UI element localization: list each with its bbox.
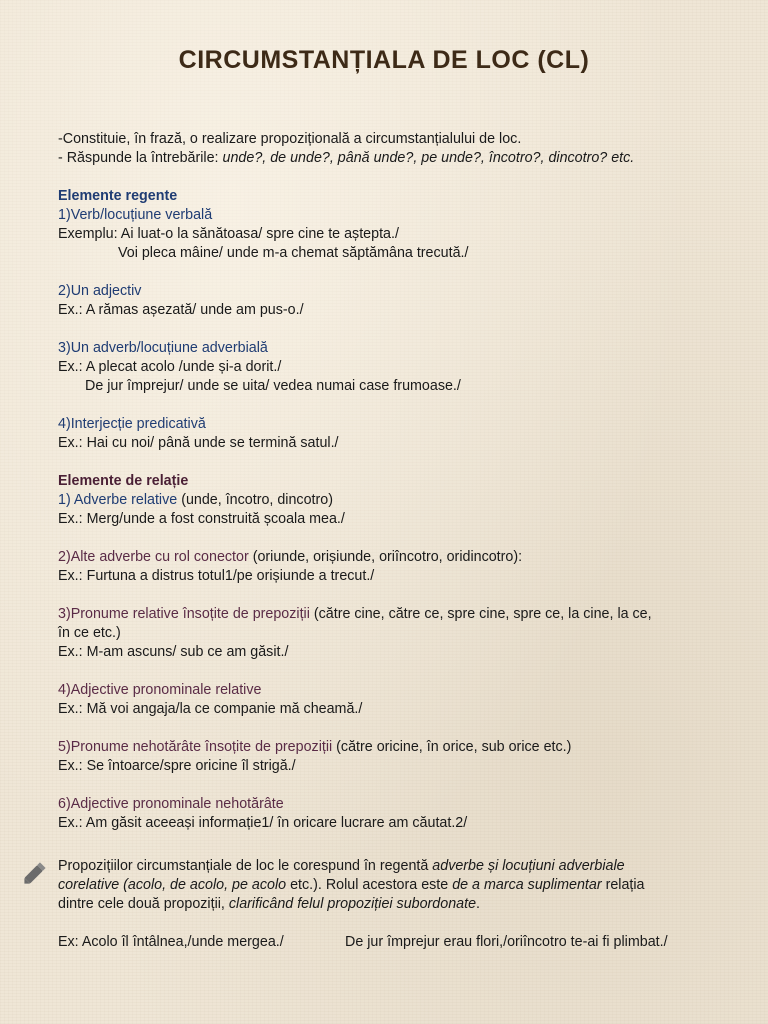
regente-4-title: 4)Interjecție predicativă [58, 416, 206, 432]
note-example-2: De jur împrejur erau flori,/oriîncotro te-ai fi plimbat./ [345, 934, 668, 950]
regente-4-example: Ex.: Hai cu noi/ până unde se termină satul./ [58, 435, 339, 451]
relatie-4-example: Ex.: Mă voi angaja/la ce companie mă cheamă./ [58, 701, 363, 717]
relatie-3-title-continued: în ce etc.) [58, 625, 121, 641]
page-title: CIRCUMSTANȚIALA DE LOC (CL) [178, 46, 590, 74]
relatie-3-example: Ex.: M-am ascuns/ sub ce am găsit./ [58, 644, 289, 660]
pencil-icon [20, 858, 50, 888]
note-line-3: dintre cele două propoziții, clarificând felul propoziției subordonate. [58, 896, 481, 912]
regente-3-example-1: Ex.: A plecat acolo /unde și-a dorit./ [58, 359, 282, 375]
relatie-5-example: Ex.: Se întoarce/spre oricine îl strigă./ [58, 758, 296, 774]
relatie-6-title: 6)Adjective pronominale nehotărâte [58, 796, 284, 812]
regente-1-example-2: Voi pleca mâine/ unde m-a chemat săptămâna trecută./ [118, 245, 469, 261]
intro-line-1: -Constituie, în frază, o realizare propozițională a circumstanțialului de loc. [58, 131, 522, 147]
regente-2-example: Ex.: A rămas așezată/ unde am pus-o./ [58, 302, 304, 318]
relatie-3-title: 3)Pronume relative însoțite de prepoziții (către cine, către ce, spre cine, spre ce, la cine, la ce, [58, 606, 652, 622]
regente-3-example-2: De jur împrejur/ unde se uita/ vedea numai case frumoase./ [85, 378, 461, 394]
note-line-2: corelative (acolo, de acolo, pe acolo etc.). Rolul acestora este de a marca suplimentar relația [58, 877, 645, 893]
section-heading-relatie: Elemente de relație [58, 473, 189, 489]
note-example-1: Ex: Acolo îl întâlnea,/unde mergea./ [58, 934, 284, 950]
regente-3-title: 3)Un adverb/locuțiune adverbială [58, 340, 268, 356]
section-heading-regente: Elemente regente [58, 188, 178, 204]
regente-1-example-1: Exemplu: Ai luat-o la sănătoasa/ spre cine te aștepta./ [58, 226, 399, 242]
note-line-1: Propozițiilor circumstanțiale de loc le corespund în regentă adverbe și locuțiuni adverbiale [58, 858, 625, 874]
regente-1-title: 1)Verb/locuțiune verbală [58, 207, 213, 223]
intro-line-2: - Răspunde la întrebările: unde?, de unde?, până unde?, pe unde?, încotro?, dincotro? etc. [58, 150, 635, 166]
regente-2-title: 2)Un adjectiv [58, 283, 142, 299]
relatie-2-title: 2)Alte adverbe cu rol conector (oriunde, orișiunde, oriîncotro, oridincotro): [58, 549, 523, 565]
relatie-1-example: Ex.: Merg/unde a fost construită școala mea./ [58, 511, 345, 527]
relatie-1-title: 1) Adverbe relative (unde, încotro, dincotro) [58, 492, 333, 508]
relatie-6-example: Ex.: Am găsit aceeași informație1/ în oricare lucrare am căutat.2/ [58, 815, 468, 831]
relatie-2-example: Ex.: Furtuna a distrus totul1/pe orișiunde a trecut./ [58, 568, 375, 584]
relatie-4-title: 4)Adjective pronominale relative [58, 682, 262, 698]
relatie-5-title: 5)Pronume nehotărâte însoțite de prepoziții (către oricine, în orice, sub orice etc.) [58, 739, 572, 755]
